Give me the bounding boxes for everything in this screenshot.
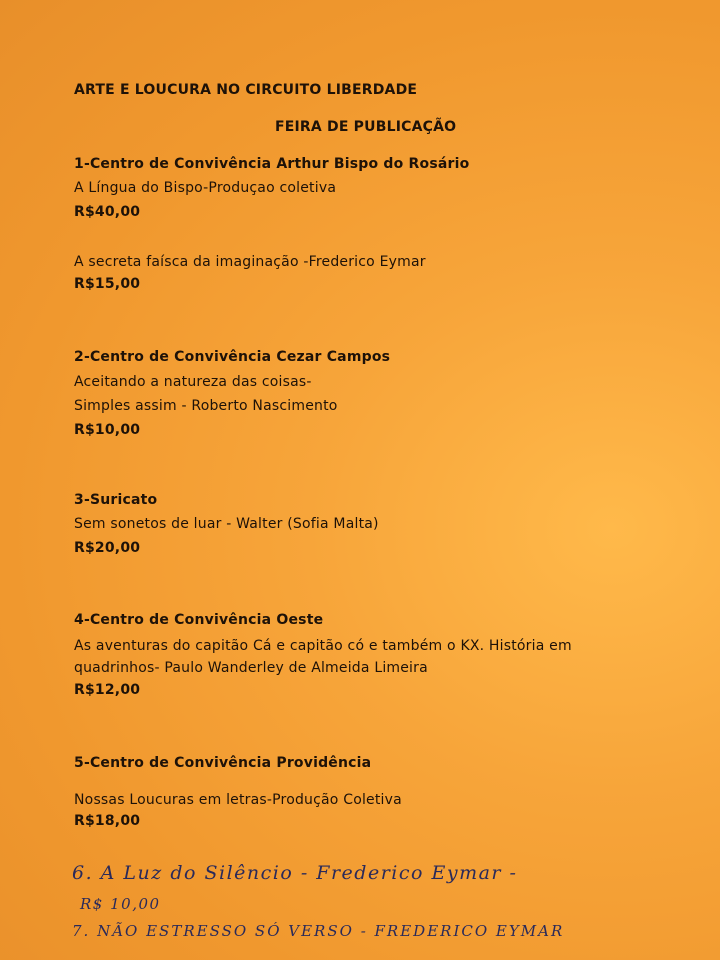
handwritten-item-7: 7. NÃO ESTRESSO SÓ VERSO - FREDERICO EYMAR <box>72 922 565 940</box>
book-price: R$12,00 <box>74 682 141 698</box>
book-price: R$15,00 <box>74 276 141 292</box>
center-heading-2: 2-Centro de Convivência Cezar Campos <box>74 349 391 365</box>
center-heading-1: 1-Centro de Convivência Arthur Bispo do Rosário <box>74 156 470 172</box>
book-title-line1: Aceitando a natureza das coisas- <box>74 374 312 390</box>
handwritten-item-6: 6. A Luz do Silêncio - Frederico Eymar - <box>72 862 518 884</box>
center-heading-4: 4-Centro de Convivência Oeste <box>74 612 324 628</box>
handwritten-price-6: R$ 10,00 <box>80 895 161 913</box>
book-title: A secreta faísca da imaginação -Frederico Eymar <box>74 254 426 270</box>
book-title: Nossas Loucuras em letras-Produção Coletiva <box>74 792 402 808</box>
book-price: R$10,00 <box>74 422 141 438</box>
book-price: R$18,00 <box>74 813 141 829</box>
book-price: R$20,00 <box>74 540 141 556</box>
event-subtitle: FEIRA DE PUBLICAÇÃO <box>275 119 457 135</box>
book-title-line2: quadrinhos- Paulo Wanderley de Almeida Limeira <box>74 660 428 676</box>
book-title-line1: As aventuras do capitão Cá e capitão có e também o KX. História em <box>74 638 572 654</box>
center-heading-3: 3-Suricato <box>74 492 158 508</box>
book-title: A Língua do Bispo-Produçao coletiva <box>74 180 337 196</box>
event-title: ARTE E LOUCURA NO CIRCUITO LIBERDADE <box>74 82 418 98</box>
book-price: R$40,00 <box>74 204 141 220</box>
center-heading-5: 5-Centro de Convivência Providência <box>74 755 372 771</box>
book-title-line2: Simples assim - Roberto Nascimento <box>74 398 338 414</box>
book-title: Sem sonetos de luar - Walter (Sofia Malta) <box>74 516 379 532</box>
